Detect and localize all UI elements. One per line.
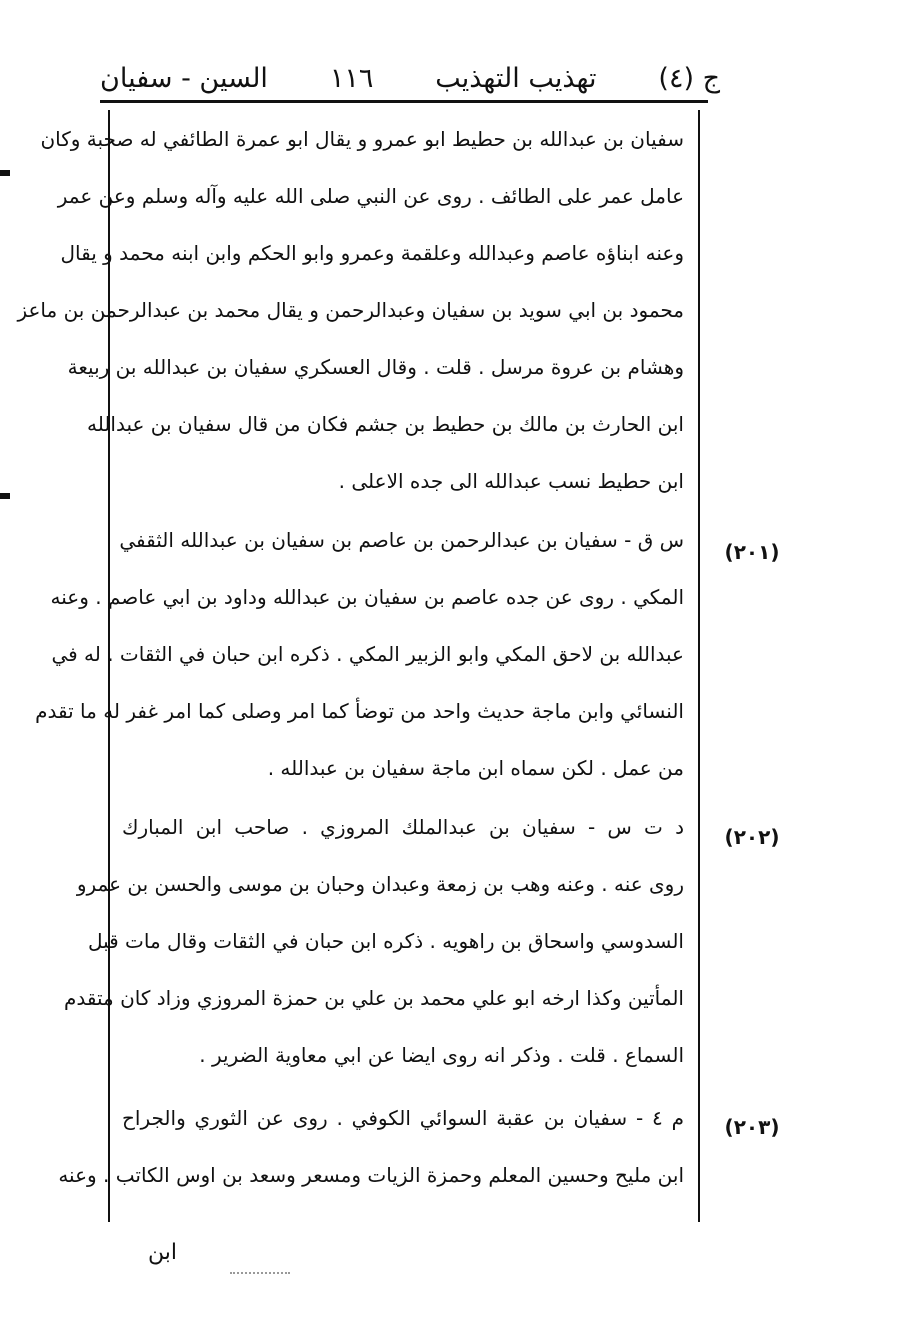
entry-block: [35, 521, 684, 806]
text-line: روى عنه . وعنه وهب بن زمعة وعبدان وحبان بن موسى والحسن بن عمرو: [76, 872, 684, 896]
text-line: وهشام بن عروة مرسل . قلت . وقال العسكري سفيان بن عبدالله بن ربيعة: [67, 355, 684, 379]
section-title: السين - سفيان: [100, 63, 268, 94]
text-line: السدوسي واسحاق بن راهويه . ذكره ابن حبان في الثقات وقال مات قبل: [87, 929, 684, 953]
volume-label: ج (٤): [658, 63, 720, 94]
text-line: النسائي وابن ماجة حديث واحد من توضأ كما امر وصلى كما امر غفر له ما تقدم: [35, 699, 684, 723]
book-title: تهذيب التهذيب: [435, 63, 597, 94]
text-line: المأتين وكذا ارخه ابو علي محمد بن علي بن حمزة المروزي وزاد كان متقدم: [64, 986, 684, 1010]
text-line: عامل عمر على الطائف . روى عن النبي صلى الله عليه وآله وسلم وعن عمر: [57, 184, 684, 208]
text-line: ابن مليح وحسين المعلم وحمزة الزيات ومسعر وسعد بن اوس الكاتب . وعنه: [58, 1163, 684, 1187]
entry-block: [58, 1099, 684, 1213]
text-line: د ت س - سفيان بن عبدالملك المروزي . صاحب ابن المبارك: [122, 815, 684, 839]
header-rule: [100, 100, 708, 103]
running-header: [100, 60, 720, 98]
catchword: ابن: [148, 1240, 177, 1265]
scan-specks: [230, 1272, 290, 1276]
text-line: م ٤ - سفيان بن عقبة السوائي الكوفي . روى عن الثوري والجراح: [122, 1106, 684, 1130]
text-line: ابن الحارث بن مالك بن حطيط بن جشم فكان من قال سفيان بن عبدالله: [86, 412, 684, 436]
page-number: ١١٦: [329, 63, 374, 94]
text-line: السماع . قلت . وذكر انه روى ايضا عن ابي معاوية الضرير .: [199, 1043, 684, 1067]
entry-number: (٢٠١): [724, 540, 780, 564]
text-line: سفيان بن عبدالله بن حطيط ابو عمرو و يقال ابو عمرة الطائفي له صحبة وكان: [40, 127, 684, 151]
text-line: من عمل . لكن سماه ابن ماجة سفيان بن عبدالله .: [267, 756, 684, 780]
text-line: المكي . روى عن جده عاصم بن سفيان بن عبدالله وداود بن ابي عاصم . وعنه: [50, 585, 684, 609]
entry-number: (٢٠٢): [724, 825, 780, 849]
text-line: س ق - سفيان بن عبدالرحمن بن عاصم بن سفيان بن عبدالله الثقفي: [119, 528, 684, 552]
text-line: وعنه ابناؤه عاصم وعبدالله وعلقمة وعمرو وابو الحكم وابن ابنه محمد و يقال: [60, 241, 684, 265]
entry-number: (٢٠٣): [724, 1115, 780, 1139]
text-line: عبدالله بن لاحق المكي وابو الزبير المكي . ذكره ابن حبان في الثقات . له في: [51, 642, 684, 666]
margin-mark: [0, 493, 10, 499]
margin-mark: [0, 170, 10, 176]
text-line: محمود بن ابي سويد بن سفيان وعبدالرحمن و يقال محمد بن عبدالرحمن بن ماعز: [17, 298, 684, 322]
text-line: ابن حطيط نسب عبدالله الى جده الاعلى .: [338, 469, 684, 493]
entry-block: [64, 808, 684, 1093]
entry-block: [17, 120, 684, 519]
